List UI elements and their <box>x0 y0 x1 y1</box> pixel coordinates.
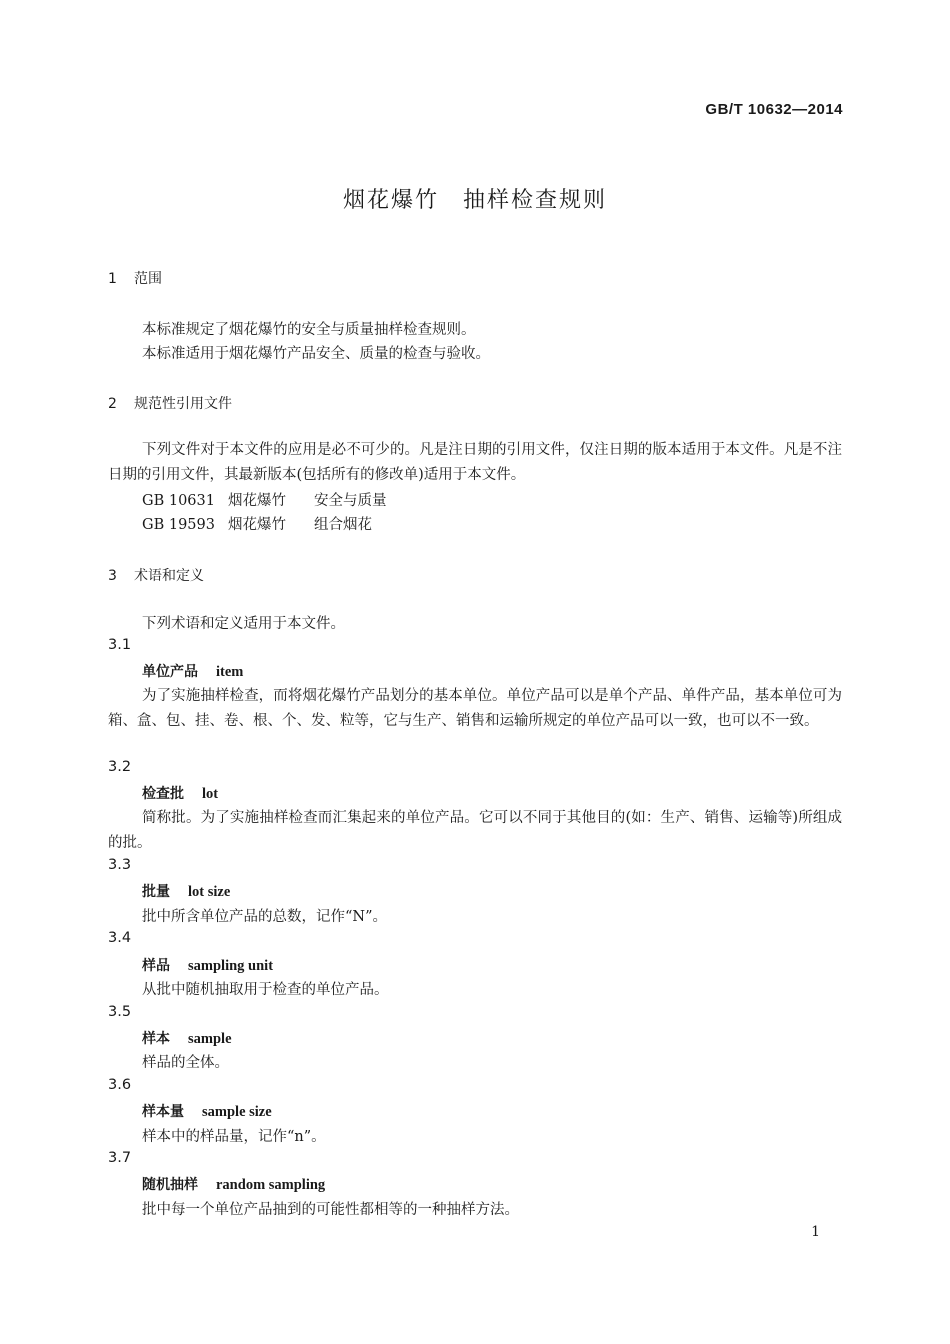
term-heading <box>142 783 218 803</box>
term-en: lot <box>202 786 219 802</box>
term-definition: 批中每一个单位产品抽到的可能性都相等的一种抽样方法。 <box>142 1202 519 1218</box>
reference-item <box>142 513 372 534</box>
term-heading <box>142 661 243 681</box>
reference-title-part1: 烟花爆竹 <box>228 493 286 509</box>
section-title: 规范性引用文件 <box>134 396 232 412</box>
standard-code: GB/T 10632—2014 <box>705 101 843 118</box>
scope-paragraph-1: 本标准规定了烟花爆竹的安全与质量抽样检查规则。 <box>142 322 476 338</box>
term-definition: 为了实施抽样检查，而将烟花爆竹产品划分的基本单位。单位产品可以是单个产品、单件产品，基本单位可为箱、盒、包、挂、卷、根、个、发、粒等，它与生产、销售和运输所规定的单位产品可以一致，也可以不一致。 <box>108 688 842 729</box>
clause-number: 3.2 <box>108 759 132 775</box>
term-en: sample <box>188 1031 232 1047</box>
term-zh: 样品 <box>142 958 170 974</box>
term-definition: 样品的全体。 <box>142 1055 229 1071</box>
section-number: 3 <box>108 568 117 584</box>
term-en: item <box>216 664 244 680</box>
term-definition: 样本中的样品量，记作“n”。 <box>142 1129 326 1145</box>
clause-number: 3.4 <box>108 930 132 946</box>
section-number: 2 <box>108 396 117 412</box>
term-en: random sampling <box>216 1177 326 1193</box>
term-heading <box>142 1028 232 1048</box>
reference-title-part1: 烟花爆竹 <box>228 517 286 533</box>
term-definition: 简称批。为了实施抽样检查而汇集起来的单位产品。它可以不同于其他目的(如：生产、销售、运输等)所组成的批。 <box>108 810 842 851</box>
clause-number: 3.6 <box>108 1077 132 1093</box>
section-3-heading <box>108 565 204 585</box>
term-zh: 随机抽样 <box>142 1177 198 1193</box>
term-heading <box>142 1101 272 1121</box>
term-definition: 批中所含单位产品的总数，记作“N”。 <box>142 909 388 925</box>
term-heading <box>142 881 230 901</box>
reference-item <box>142 489 387 510</box>
term-definition: 从批中随机抽取用于检查的单位产品。 <box>142 982 389 998</box>
term-en: sampling unit <box>188 958 274 974</box>
section-1-heading <box>108 268 162 288</box>
term-zh: 检查批 <box>142 786 184 802</box>
term-zh: 样本 <box>142 1031 170 1047</box>
section-title: 范围 <box>134 271 162 287</box>
term-zh: 样本量 <box>142 1104 184 1120</box>
term-en: lot size <box>188 884 231 900</box>
scope-paragraph-2: 本标准适用于烟花爆竹产品安全、质量的检查与验收。 <box>142 346 490 362</box>
term-zh: 单位产品 <box>142 664 198 680</box>
section-title: 术语和定义 <box>134 568 204 584</box>
term-zh: 批量 <box>142 884 170 900</box>
clause-number: 3.7 <box>108 1150 132 1166</box>
term-heading <box>142 1174 325 1194</box>
document-title: 烟花爆竹 抽样检查规则 <box>342 188 607 213</box>
reference-code: GB 10631 <box>142 493 215 509</box>
term-heading <box>142 955 273 975</box>
references-intro: 下列文件对于本文件的应用是必不可少的。凡是注日期的引用文件，仅注日期的版本适用于本文件。凡是不注日期的引用文件，其最新版本(包括所有的修改单)适用于本文件。 <box>108 442 842 483</box>
term-en: sample size <box>202 1104 272 1120</box>
clause-number: 3.1 <box>108 637 132 653</box>
terms-intro: 下列术语和定义适用于本文件。 <box>142 616 345 632</box>
page-number: 1 <box>811 1224 820 1240</box>
section-number: 1 <box>108 271 117 287</box>
reference-code: GB 19593 <box>142 517 215 533</box>
reference-title-part2: 组合烟花 <box>314 517 372 533</box>
reference-title-part2: 安全与质量 <box>314 493 387 509</box>
clause-number: 3.3 <box>108 857 132 873</box>
section-2-heading <box>108 393 232 413</box>
clause-number: 3.5 <box>108 1004 132 1020</box>
